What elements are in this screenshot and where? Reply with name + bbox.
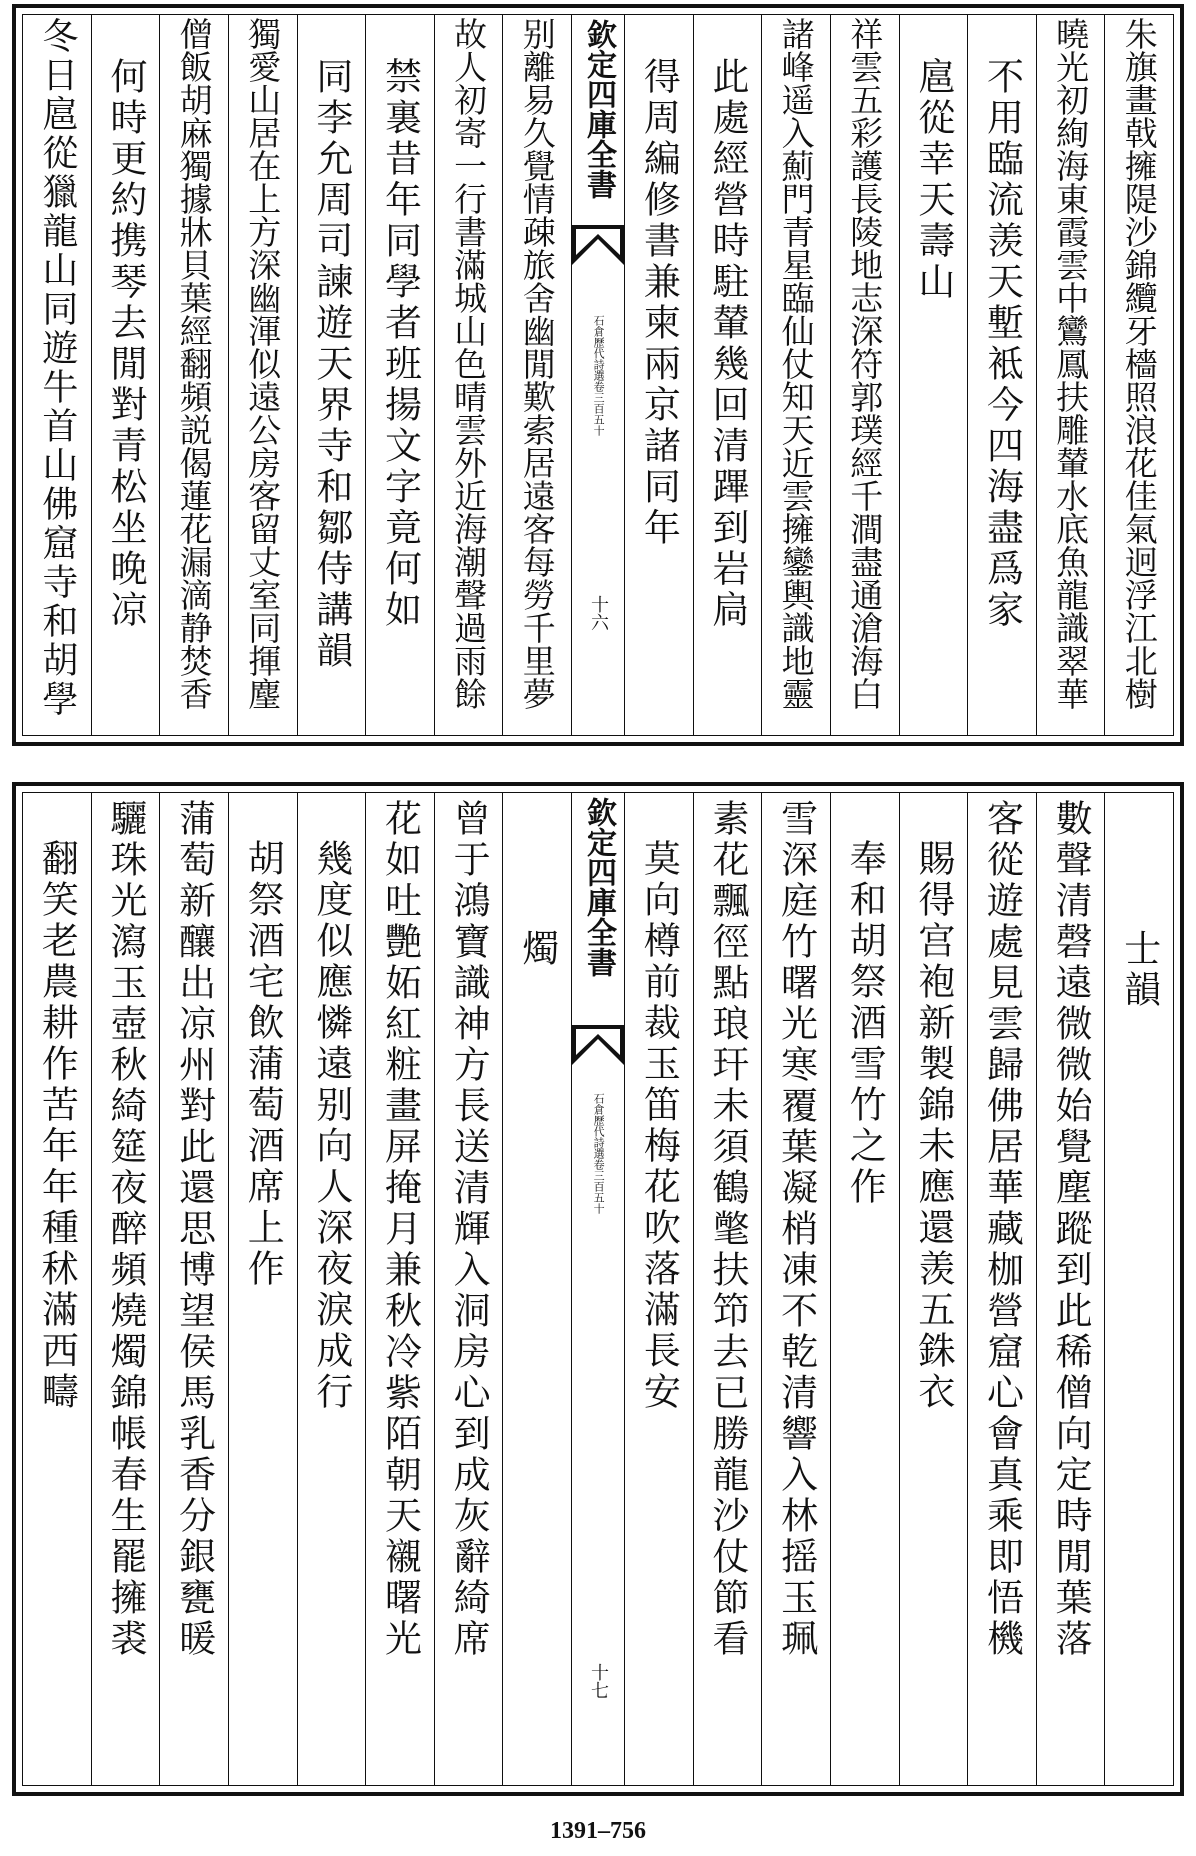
text-column <box>434 793 503 1785</box>
column-text: 數聲清磬遠微微始覺塵蹤到此稀僧向定時閒葉落 <box>1049 799 1093 1660</box>
text-column <box>228 793 297 1785</box>
column-text: 士韻 <box>1117 929 1161 1011</box>
text-column <box>502 15 571 735</box>
text-column <box>899 793 968 1785</box>
center-gutter <box>571 15 624 735</box>
text-column <box>967 15 1036 735</box>
center-gutter <box>571 793 624 1785</box>
text-column <box>624 15 693 735</box>
text-column <box>297 793 366 1785</box>
text-column <box>967 793 1036 1785</box>
text-column <box>761 15 830 735</box>
text-column <box>1036 15 1105 735</box>
column-text: 故人初寄一行書滿城山色晴雲外近海潮聲過雨餘 <box>449 17 489 710</box>
top-page <box>12 4 1184 746</box>
text-column <box>23 793 91 1785</box>
text-column <box>159 793 228 1785</box>
text-column <box>761 793 830 1785</box>
column-text: 祥雲五彩護長陵地志深符郭璞經千澗盡通滄海白 <box>845 17 885 710</box>
text-column <box>159 15 228 735</box>
column-text: 幾度似應憐遠别向人深夜淚成行 <box>309 839 353 1413</box>
gutter-book-name: 石倉歷代詩選 <box>592 315 606 381</box>
column-text: 諸峰遥入薊門青星臨仙仗知天近雲擁鑾輿識地靈 <box>776 17 816 710</box>
text-column <box>830 15 899 735</box>
column-text: 禁裏昔年同學者班揚文字竟何如 <box>378 57 422 631</box>
column-text: 曾于鴻寶識神方長送清輝入洞房心到成灰辭綺席 <box>447 799 491 1660</box>
text-column <box>1104 15 1173 735</box>
column-text: 莫向樽前裁玉笛梅花吹落滿長安 <box>637 839 681 1413</box>
text-column <box>502 793 571 1785</box>
text-column <box>693 793 762 1785</box>
column-text: 得周編修書兼柬兩京諸同年 <box>637 57 681 549</box>
column-text: 燭 <box>515 929 559 970</box>
column-text: 奉和胡祭酒雪竹之作 <box>843 839 887 1208</box>
text-column <box>1104 793 1173 1785</box>
text-column <box>899 15 968 735</box>
column-text: 别離易久覺情疎旅舍幽閒歎索居遠客每勞千里夢 <box>517 17 557 710</box>
text-column <box>365 793 434 1785</box>
column-text: 胡祭酒宅飲蒲萄酒席上作 <box>241 839 285 1290</box>
text-column <box>365 15 434 735</box>
column-text: 冬日扈從獵龍山同遊牛首山佛窟寺和胡學 <box>36 17 78 719</box>
gutter-book-info <box>591 315 605 436</box>
gutter-page-number: 十七 <box>588 1663 609 1699</box>
gutter-book-info <box>591 1093 605 1214</box>
text-column <box>91 793 160 1785</box>
bottom-page <box>12 782 1184 1796</box>
bottom-page-columns <box>22 792 1174 1786</box>
column-text: 賜得宫袍新製錦未應還羡五銖衣 <box>911 839 955 1413</box>
text-column <box>434 15 503 735</box>
column-text: 蒲萄新釀出凉州對此還思博望侯馬乳香分銀甕暖 <box>172 799 216 1660</box>
text-column <box>228 15 297 735</box>
column-text: 朱旗畫戟擁隄沙錦纜牙檣照浪花佳氣迥浮江北樹 <box>1119 17 1159 710</box>
column-text: 翻笑老農耕作苦年年種秫滿西疇 <box>35 839 79 1413</box>
text-column <box>1036 793 1105 1785</box>
column-text: 此處經營時駐輦幾回清蹕到岩扃 <box>705 57 749 631</box>
column-text: 同李允周司諫遊天界寺和鄒侍講韻 <box>309 57 353 672</box>
text-column <box>624 793 693 1785</box>
column-text: 何時更約携琴去閒對青松坐晚凉 <box>103 57 147 631</box>
text-column <box>23 15 91 735</box>
gutter-page-number: 十六 <box>588 595 609 631</box>
column-text: 客從遊處見雲歸佛居華藏枷營窟心會真乘即悟機 <box>980 799 1024 1660</box>
gutter-title: 欽定四庫全書 <box>581 19 616 199</box>
column-text: 花如吐艷妬紅粧畫屏掩月兼秋冷紫陌朝天襯曙光 <box>378 799 422 1660</box>
column-text: 驪珠光瀉玉壺秋綺筵夜醉頻燒燭錦帳春生罷擁裘 <box>103 799 147 1660</box>
gutter-volume: 卷三百五十 <box>592 1159 606 1214</box>
fish-tail-mark-icon <box>572 1025 624 1065</box>
page-code: 1391–756 <box>550 1818 646 1844</box>
column-text: 不用臨流羡天塹袛今四海盡爲家 <box>980 57 1024 631</box>
text-column <box>693 15 762 735</box>
column-text: 獨愛山居在上方深幽渾似遠公房客留丈室同揮麈 <box>243 17 283 710</box>
top-page-columns <box>22 14 1174 736</box>
column-text: 扈從幸天壽山 <box>911 57 955 303</box>
fish-tail-mark-icon <box>572 225 624 265</box>
gutter-book-name: 石倉歷代詩選 <box>592 1093 606 1159</box>
column-text: 僧飯胡麻獨據牀貝葉經翻頻説偈蓮花漏滴静焚香 <box>174 17 214 710</box>
gutter-title: 欽定四庫全書 <box>581 797 616 977</box>
column-text: 曉光初絢海東霞雲中鸞鳳扶雕輦水底魚龍識翠華 <box>1051 17 1091 710</box>
gutter-volume: 卷三百五十 <box>592 381 606 436</box>
text-column <box>297 15 366 735</box>
text-column <box>830 793 899 1785</box>
column-text: 雪深庭竹曙光寒覆葉凝梢凍不乾清響入林摇玉珮 <box>774 799 818 1660</box>
text-column <box>91 15 160 735</box>
column-text: 素花飄徑點琅玕未須鶴氅扶笻去已勝龍沙仗節看 <box>705 799 749 1660</box>
